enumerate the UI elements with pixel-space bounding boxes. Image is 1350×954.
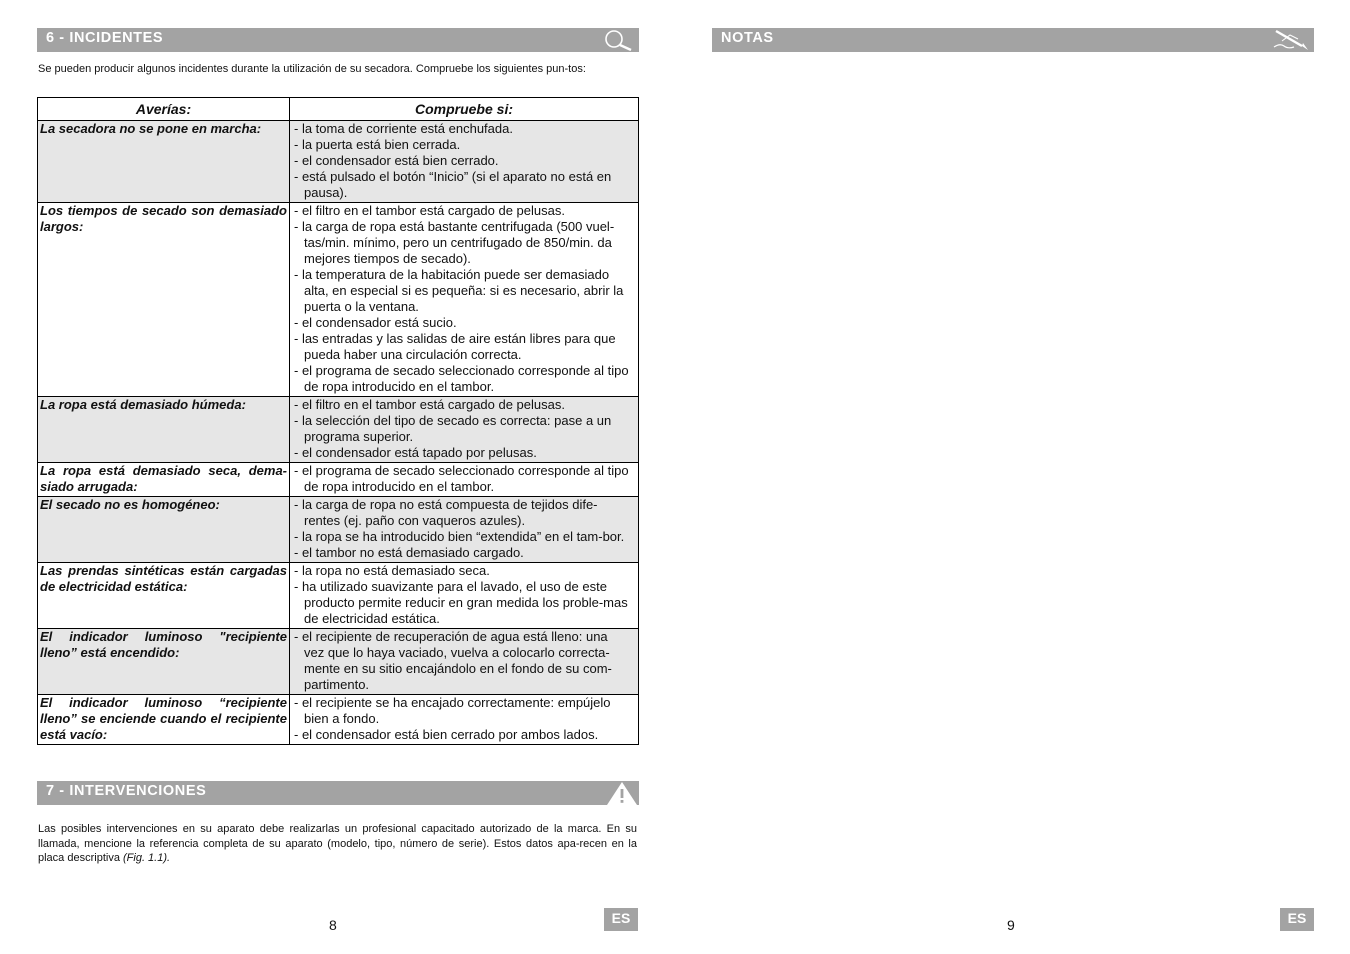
column-header-compruebe: Compruebe si: [290, 98, 639, 121]
table-row [38, 563, 639, 629]
figure-reference: (Fig. 1.1). [123, 852, 171, 865]
check-item: - el condensador está tapado por pelusas. [294, 445, 537, 460]
section-6-title: 6 - INCIDENTES [46, 30, 164, 46]
table-row [38, 695, 639, 745]
section-7-text-main: Las posibles intervenciones en su aparato debe realizarlas un profesional capacitado autorizado de la marca. En su llamada, mencione la referencia completa de su aparato (modelo, tipo, número de serie). Estos datos apa-recen en la placa descriptiva [38, 823, 637, 865]
table-header-row [38, 98, 639, 121]
symptom-cell: El indicador luminoso “recipiente lleno” se enciende cuando el recipiente está vacío: [38, 695, 290, 745]
table-row [38, 629, 639, 695]
language-badge-right: ES [1280, 908, 1314, 931]
check-cell [290, 497, 639, 563]
section-7-text [38, 822, 637, 866]
check-cell [290, 695, 639, 745]
table-row [38, 121, 639, 203]
pencil-writing-icon [1272, 29, 1310, 58]
page-number-left: 8 [329, 917, 337, 933]
section-7-title: 7 - INTERVENCIONES [46, 783, 207, 799]
check-item: - el condensador está bien cerrado por ambos lados. [294, 727, 599, 742]
check-item: - el recipiente de recuperación de agua está lleno: una vez que lo haya vaciado, vuelva a colocarlo correcta-mente en su sitio encajándolo en el fondo de su com-partimento. [294, 629, 612, 692]
check-item: - la ropa no está demasiado seca. [294, 563, 490, 578]
section-6-header [37, 28, 639, 52]
check-item: - la selección del tipo de secado es correcta: pase a un programa superior. [294, 413, 612, 444]
check-item: - el filtro en el tambor está cargado de pelusas. [294, 203, 565, 218]
check-cell [290, 203, 639, 397]
check-cell [290, 121, 639, 203]
symptom-cell: La ropa está demasiado húmeda: [38, 397, 290, 463]
table-row [38, 463, 639, 497]
check-cell [290, 629, 639, 695]
check-item: - la carga de ropa está bastante centrifugada (500 vuel-tas/min. mínimo, pero un centrifugado de 850/min. da mejores tiempos de secado). [294, 219, 615, 266]
check-item: - el filtro en el tambor está cargado de pelusas. [294, 397, 565, 412]
table-row [38, 203, 639, 397]
notes-title: NOTAS [721, 30, 774, 46]
language-badge-left: ES [604, 908, 638, 931]
section-6-intro: Se pueden producir algunos incidentes durante la utilización de su secadora. Compruebe los siguientes pun-tos: [38, 63, 586, 75]
symptom-cell: Las prendas sintéticas están cargadas de electricidad estática: [38, 563, 290, 629]
check-item: - la temperatura de la habitación puede ser demasiado alta, en especial si es pequeña: si es necesario, abrir la puerta o la ventana. [294, 267, 624, 314]
symptom-cell: El indicador luminoso "recipiente lleno” está encendido: [38, 629, 290, 695]
check-item: - está pulsado el botón “Inicio” (si el aparato no está en pausa). [294, 169, 612, 200]
check-item: - la puerta está bien cerrada. [294, 137, 461, 152]
notes-header [712, 28, 1314, 52]
check-cell [290, 563, 639, 629]
check-item: - el programa de secado seleccionado corresponde al tipo de ropa introducido en el tambor. [294, 463, 629, 494]
check-item: - el condensador está sucio. [294, 315, 457, 330]
symptom-cell: La secadora no se pone en marcha: [38, 121, 290, 203]
symptom-cell: El secado no es homogéneo: [38, 497, 290, 563]
check-item: - la carga de ropa no está compuesta de tejidos dife-rentes (ej. paño con vaqueros azules). [294, 497, 598, 528]
check-item: - el tambor no está demasiado cargado. [294, 545, 524, 560]
check-item: - la ropa se ha introducido bien “extendida” en el tam-bor. [294, 529, 625, 544]
page-number-right: 9 [1007, 917, 1015, 933]
warning-triangle-icon [606, 781, 638, 812]
check-cell [290, 397, 639, 463]
check-item: - el programa de secado seleccionado corresponde al tipo de ropa introducido en el tambor. [294, 363, 629, 394]
check-item: - el condensador está bien cerrado. [294, 153, 499, 168]
check-item: - la toma de corriente está enchufada. [294, 121, 513, 136]
check-item: - el recipiente se ha encajado correctamente: empújelo bien a fondo. [294, 695, 611, 726]
symptom-cell: Los tiempos de secado son demasiado largos: [38, 203, 290, 397]
section-7-header [37, 781, 639, 805]
check-item: - las entradas y las salidas de aire están libres para que pueda haber una circulación correcta. [294, 331, 616, 362]
check-cell [290, 463, 639, 497]
table-row [38, 397, 639, 463]
magnifier-icon [601, 29, 635, 58]
check-item: - ha utilizado suavizante para el lavado, el uso de este producto permite reducir en gran medida los proble-mas de electricidad estática. [294, 579, 628, 626]
table-row [38, 497, 639, 563]
symptom-cell: La ropa está demasiado seca, dema-siado arrugada: [38, 463, 290, 497]
incident-table [37, 97, 639, 745]
column-header-averias: Averías: [38, 98, 290, 121]
